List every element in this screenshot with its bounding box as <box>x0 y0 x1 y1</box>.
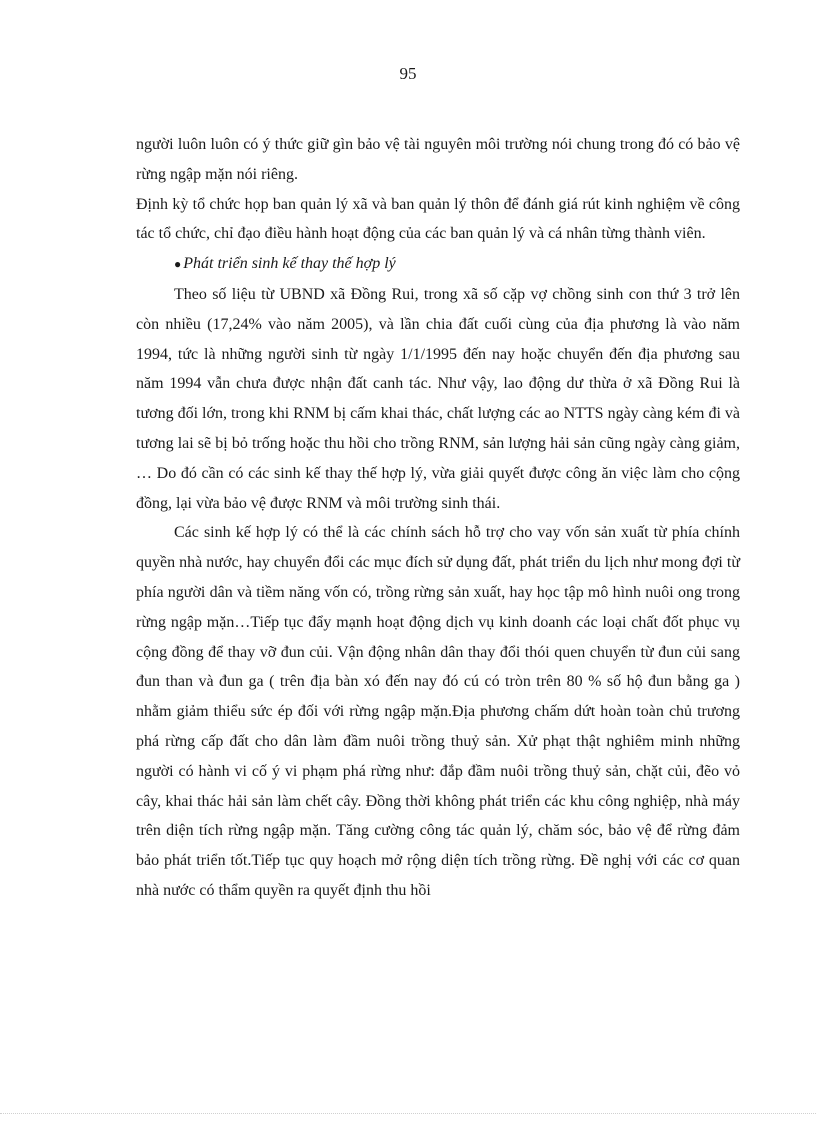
paragraph-periodic-meeting: Định kỳ tổ chức họp ban quản lý xã và ban quản lý thôn để đánh giá rút kinh nghiệm về công tác tổ chức, chỉ đạo điều hành hoạt động của các ban quản lý và cá nhân từng thành viên. <box>136 195 740 243</box>
section-heading <box>136 249 740 280</box>
bottom-divider <box>0 1113 816 1114</box>
bullet-icon: ● <box>174 257 182 272</box>
page-number: 95 <box>399 64 417 83</box>
paragraph-livelihoods: Các sinh kế hợp lý có thể là các chính sách hỗ trợ cho vay vốn sản xuất từ phía chính quyền nhà nước, hay chuyển đổi các mục đích sử dụng đất, phát triển du lịch như mong đợi từ phía người dân và tiềm năng vốn có, trồng rừng sản xuất, hay học tập mô hình nuôi ong trong rừng ngập mặn…Tiếp tục đẩy mạnh hoạt động dịch vụ kinh doanh các loại chất đốt phục vụ cộng đồng để thay vỡ đun củi. Vận động nhân dân thay đổi thói quen chuyển từ đun củi sang đun than và đun ga ( trên địa bàn xó đến nay đó cú có tròn trên 80 % số hộ đun bằng ga ) nhằm giảm thiểu sức ép đối với rừng ngập mặn.Địa phương chấm dứt hoàn toàn chủ trương phá rừng cấp đất cho dân làm đầm nuôi trồng thuỷ sản. Xử phạt thật nghiêm minh những người có hành vi cố ý vi phạm phá rừng như: đắp đầm nuôi trồng thuỷ sản, chặt củi, đẽo vỏ cây, khai thác hải sản làm chết cây. Đồng thời không phát triển các khu công nghiệp, nhà máy trên diện tích rừng ngập mặn. Tăng cường công tác quản lý, chăm sóc, bảo vệ để rừng đảm bảo phát triển tốt.Tiếp tục quy hoạch mở rộng diện tích trồng rừng. Đề nghị với các cơ quan nhà nước có thẩm quyền ra quyết định thu hồi <box>136 524 740 899</box>
section-heading-text: Phát triển sinh kế thay thế hợp lý <box>183 255 396 273</box>
paragraph-continuation: người luôn luôn có ý thức giữ gìn bảo vệ tài nguyên môi trường nói chung trong đó có bảo vệ rừng ngập mặn nói riêng. <box>136 136 740 183</box>
paragraph-statistics: Theo số liệu từ UBND xã Đồng Rui, trong xã số cặp vợ chồng sinh con thứ 3 trở lên còn nhiều (17,24% vào năm 2005), và lần chia đất cuối cùng của địa phương là vào năm 1994, tức là những người sinh từ ngày 1/1/1995 đến nay hoặc chuyển đến địa phương sau năm 1994 vẫn chưa được nhận đất canh tác. Như vậy, lao động dư thừa ở xã Đồng Rui là tương đối lớn, trong khi RNM bị cấm khai thác, chất lượng các ao NTTS ngày càng kém đi và tương lai sẽ bị bỏ trống hoặc thu hồi cho trồng RNM, sản lượng hải sản cũng ngày càng giảm, … Do đó cần có các sinh kế thay thế hợp lý, vừa giải quyết được công ăn việc làm cho cộng đồng, lại vừa bảo vệ được RNM và môi trường sinh thái. <box>136 285 740 512</box>
document-body <box>136 130 740 906</box>
